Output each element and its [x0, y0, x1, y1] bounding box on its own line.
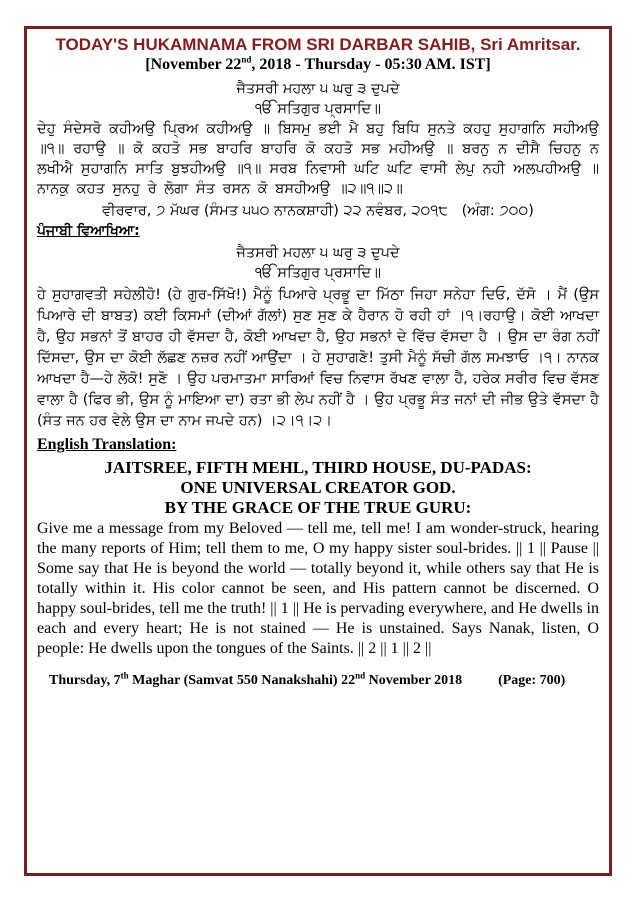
punjabi-raag: ਜੈਤਸਰੀ ਮਹਲਾ ੫ ਘਰੁ ੩ ਦੁਪਦੇ	[236, 245, 400, 261]
punjabi-heading: ਪੰਜਾਬੀ ਵਿਆਖਿਆ:	[37, 223, 140, 239]
punjabi-mool-mantar: ੴ ਸਤਿਗੁਰ ਪ੍ਰਸਾਦਿ॥	[255, 265, 381, 281]
page-frame	[24, 26, 612, 876]
english-title-line-1: JAITSREE, FIFTH MEHL, THIRD HOUSE, DU-PADAS:	[104, 458, 532, 477]
english-heading: English Translation:	[37, 436, 177, 453]
page-number: (Page: 700)	[498, 673, 566, 688]
english-translation: Give me a message from my Beloved — tell me, tell me! I am wonder-struck, hearing the many reports of Him; tell them to me, O my happy sister soul-brides. || 1 || Pause || Some say that He is beyond the world — totally beyond it, while others say that He is totally within it. His color cannot be seen, and His pattern cannot be discerned. O happy soul-brides, tell me the truth! || 1 || He is pervading everywhere, and He dwells in each and every heart; He is not stained — He is unstained. Says Nanak, listen, O people: He dwells upon the tongues of the Saints. || 2 || 1 || 2 ||	[37, 520, 599, 657]
punjabi-explanation: ਹੇ ਸੁਹਾਗਵਤੀ ਸਹੇਲੀਹੋ! (ਹੇ ਗੁਰ-ਸਿੱਖੋ!) ਮੈਨੂੰ ਪਿਆਰੇ ਪ੍ਰਭੂ ਦਾ ਮਿੱਠਾ ਜਿਹਾ ਸਨੇਹਾ ਦਿਓ, ਦੱਸੋ । ਮੈਂ (ਉਸ ਪਿਆਰੇ ਦੀ ਬਾਬਤ) ਕਈ ਕਿਸਮਾਂ (ਦੀਆਂ ਗੱਲਾਂ) ਸੁਣ ਸੁਣ ਕੇ ਹੈਰਾਨ ਹੋ ਰਹੀ ਹਾਂ ।੧।ਰਹਾਉ। ਕੋਈ ਆਖਦਾ ਹੈ, ਉਹ ਸਭਨਾਂ ਤੋਂ ਬਾਹਰ ਹੀ ਵੱਸਦਾ ਹੈ, ਕੋਈ ਆਖਦਾ ਹੈ, ਉਹ ਸਭਨਾਂ ਦੇ ਵਿੱਚ ਵੱਸਦਾ ਹੈ । ਉਸ ਦਾ ਰੰਗ ਨਹੀਂ ਦਿੱਸਦਾ, ਉਸ ਦਾ ਕੋਈ ਲੱਛਣ ਨਜ਼ਰ ਨਹੀਂ ਆਉਂਦਾ । ਹੇ ਸੁਹਾਗਣੋ! ਤੁਸੀ ਮੈਨੂੰ ਸੱਚੀ ਗੱਲ ਸਮਝਾਓ ।੧। ਨਾਨਕ ਆਖਦਾ ਹੈ—ਹੇ ਲੋਕੋ! ਸੁਣੋ । ਉਹ ਪਰਮਾਤਮਾ ਸਾਰਿਆਂ ਵਿਚ ਨਿਵਾਸ ਰੱਖਣ ਵਾਲਾ ਹੈ, ਹਰੇਕ ਸਰੀਰ ਵਿਚ ਵੱਸਣ ਵਾਲਾ ਹੈ (ਫਿਰ ਭੀ, ਉਸ ਨੂੰ ਮਾਇਆ ਦਾ) ਰਤਾ ਭੀ ਲੇਪ ਨਹੀਂ ਹੈ । ਉਹ ਪ੍ਰਭੂ ਸੰਤ ਜਨਾਂ ਦੀ ਜੀਭ ਉਤੇ ਵੱਸਦਾ ਹੈ (ਸੰਤ ਜਨ ਹਰ ਵੇਲੇ ਉਸ ਦਾ ਨਾਮ ਜਪਦੇ ਹਨ) ।੨।੧।੨।	[37, 287, 599, 429]
date-line: [November 22nd, 2018 - Thursday - 05:30 AM. IST]	[145, 54, 491, 73]
gurbani-mool-mantar: ੴ ਸਤਿਗੁਰ ਪ੍ਰਸਾਦਿ॥	[255, 101, 381, 117]
english-title-line-3: BY THE GRACE OF THE TRUE GURU:	[164, 498, 472, 517]
gurbani-raag: ਜੈਤਸਰੀ ਮਹਲਾ ੫ ਘਰੁ ੩ ਦੁਪਦੇ	[236, 81, 400, 97]
gurbani-date-line: ਵੀਰਵਾਰ, ੭ ਮੱਘਰ (ਸੰਮਤ ੫੫੦ ਨਾਨਕਸ਼ਾਹੀ) ੨੨ ਨਵੰਬਰ, ੨੦੧੮ (ਅੰਗ: ੭੦੦)	[102, 203, 534, 219]
gurbani-text: ਦੇਹੁ ਸੰਦੇਸਰੋ ਕਹੀਅਉ ਪ੍ਰਿਅ ਕਹੀਅਉ ॥ ਬਿਸਮੁ ਭਈ ਮੈ ਬਹੁ ਬਿਧਿ ਸੁਨਤੇ ਕਹਹੁ ਸੁਹਾਗਨਿ ਸਹੀਅਉ ॥੧॥ ਰਹਾਉ ॥ ਕੋ ਕਹਤੋ ਸਭ ਬਾਹਰਿ ਬਾਹਰਿ ਕੋ ਕਹਤੋ ਸਭ ਮਹੀਅਉ ॥ ਬਰਨੁ ਨ ਦੀਸੈ ਚਿਹਨੁ ਨ ਲਖੀਐ ਸੁਹਾਗਨਿ ਸਾਤਿ ਬੁਝਹੀਅਉ ॥੧॥ ਸਰਬ ਨਿਵਾਸੀ ਘਟਿ ਘਟਿ ਵਾਸੀ ਲੇਪੁ ਨਹੀ ਅਲਪਹੀਅਉ ॥ ਨਾਨਕੁ ਕਹਤ ਸੁਨਹੁ ਰੇ ਲੋਗਾ ਸੰਤ ਰਸਨ ਕੋ ਬਸਹੀਅਉ ॥੨॥੧॥੨॥	[37, 121, 599, 197]
hukamnama-content	[37, 35, 599, 691]
english-title-line-2: ONE UNIVERSAL CREATOR GOD.	[180, 478, 456, 497]
page-title: TODAY'S HUKAMNAMA FROM SRI DARBAR SAHIB, Sri Amritsar.	[55, 35, 581, 54]
footer-date-line: Thursday, 7th Maghar (Samvat 550 Nanakshahi) 22nd November 2018 (Page: 700)	[49, 670, 566, 688]
